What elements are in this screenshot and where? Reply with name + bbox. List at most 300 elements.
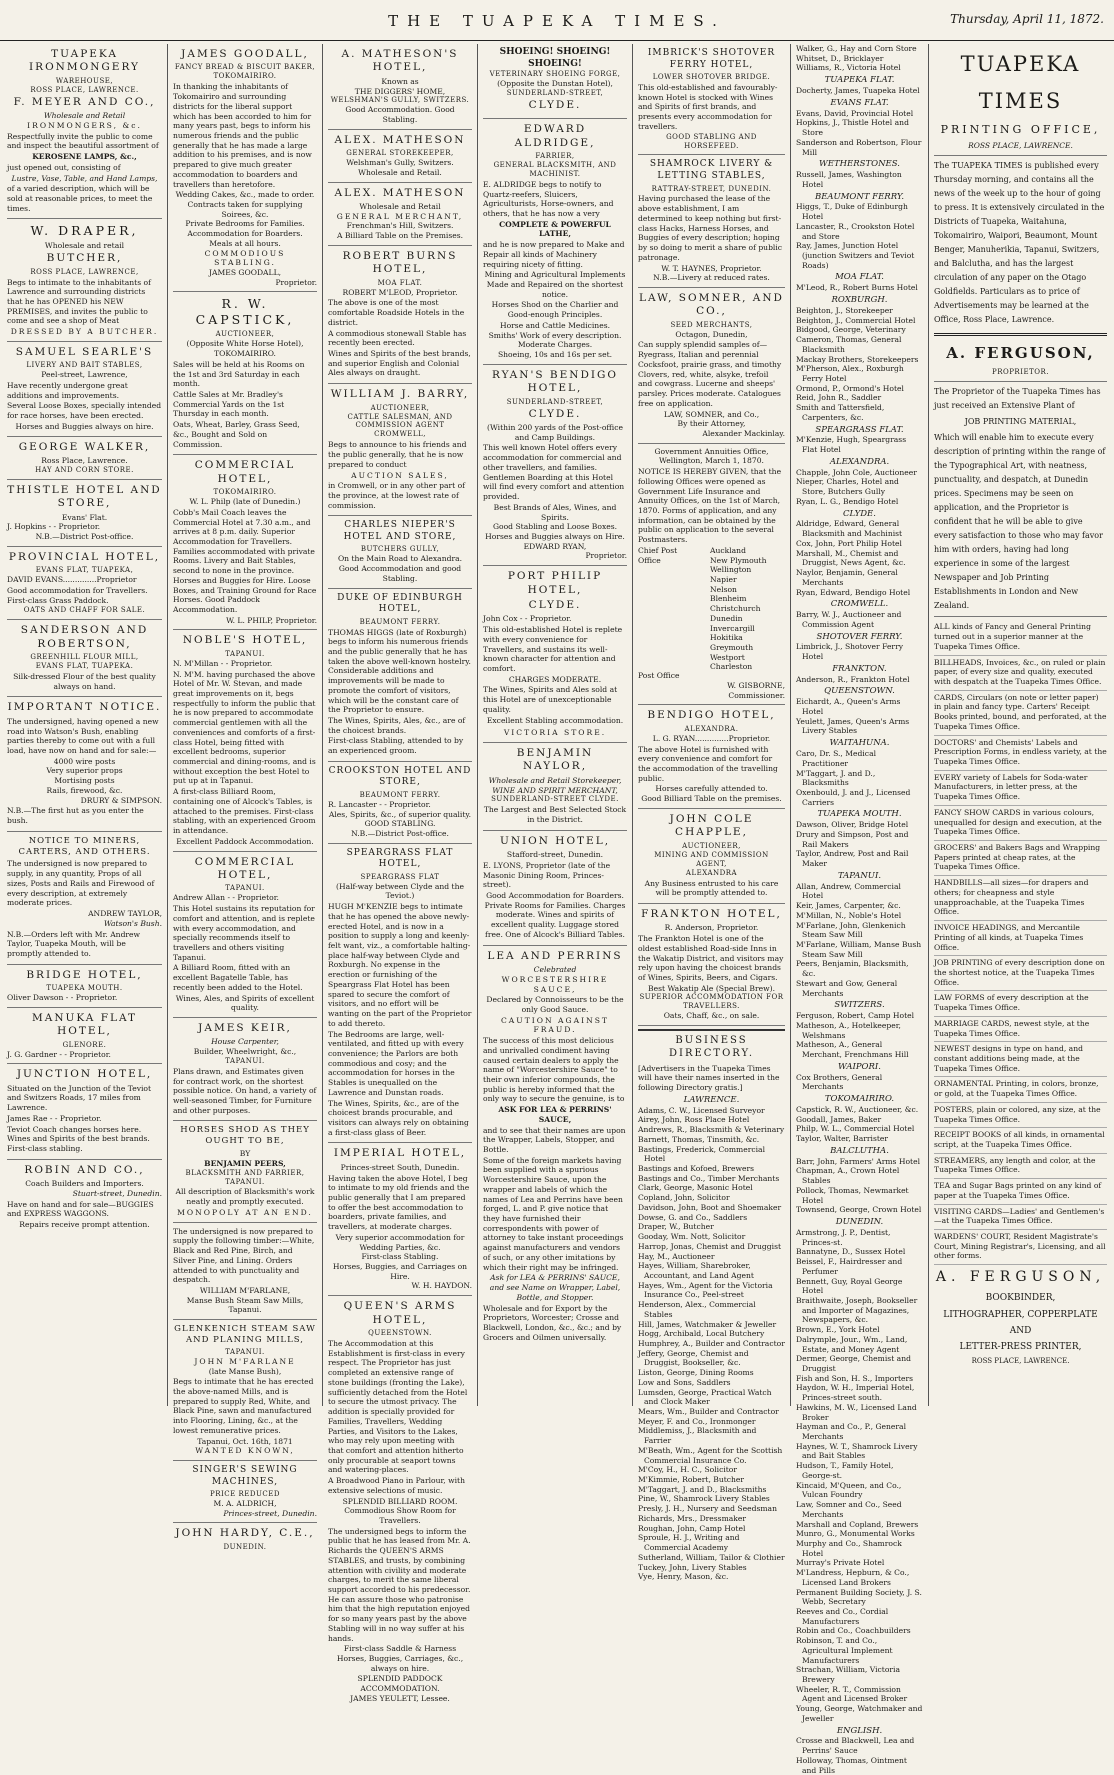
ad-robert-burns: [328, 246, 472, 384]
directory-entry: Pollock, Thomas, Newmarket Hotel: [796, 1185, 909, 1205]
directory-entry: Adams, C. W., Licensed Surveyor: [638, 1105, 765, 1115]
directory-heading: BUSINESS DIRECTORY.: [638, 1029, 785, 1063]
ad-robin: [7, 1160, 162, 1234]
ad-firm: WORCESTERSHIRE SAUCE,: [501, 974, 609, 994]
ad-place: ALEXANDRA: [685, 868, 738, 877]
ad-heading: GEORGE WALKER,: [18, 440, 151, 453]
ad-frankton: [638, 904, 785, 1026]
ad-signature: Commissioner.: [728, 690, 785, 700]
directory-entry: M'Kenzie, Hugh, Speargrass Flat Hotel: [796, 435, 907, 455]
ad-bridge-hotel: [7, 965, 162, 1008]
directory-entry: Nieper, Charles, Hotel and Store, Butchers Gully: [796, 477, 899, 497]
ad-item: Contracts taken for supplying Soirees, &c.: [187, 199, 303, 219]
ad-heading: PORT PHILIP HOTEL,: [507, 570, 603, 596]
ad-heading: MANUKA FLAT HOTEL,: [32, 1011, 137, 1038]
ad-body: The undersigned is now prepared to supply the following timber:—White, Black and Red Pine, Birch, and Silver Pine, and Lining. Orders attended to with punctuality and despatch.: [173, 1226, 315, 1285]
directory-entry: M'Taggart, J. and D., Blacksmiths: [796, 768, 876, 788]
ad-commercial-tokomairiro: [173, 455, 317, 630]
place-item: Charleston: [710, 662, 753, 672]
printing-ad: DOCTORS' and Chemists' Labels and Prescription Forms, in endless variety, at the Tuapeka Times Office.: [934, 736, 1107, 771]
ad-body: N.B.—The first hut as you enter the bush.: [7, 806, 144, 826]
ad-place: SUNDERLAND-STREET CLYDE.: [491, 795, 619, 804]
ad-body: and to see that their names are upon the Wrapper, Labels, Stopper, and Bottle.: [483, 1125, 626, 1155]
ad-place: Princes-street, Dunedin.: [223, 1508, 317, 1518]
ad-subheading: VETERINARY SHOEING FORGE,: [489, 70, 621, 79]
ad-subheading: Stafford-street, Dunedin.: [506, 850, 604, 860]
directory-entry: Townsend, George, Crown Hotel: [796, 1205, 922, 1215]
ad-place: DUNEDIN.: [223, 1542, 267, 1551]
directory-entry: Reeves and Co., Cordial Manufacturers: [796, 1606, 889, 1626]
printing-ad: GROCERS' and Bakers Bags and Wrapping Papers printed at cheap rates, at the Tuapeka Times Office.: [934, 841, 1107, 876]
printing-ad-list: [934, 620, 1107, 1265]
directory-town: QUEENSTOWN.: [824, 686, 895, 697]
directory-entry: Haydon, W. H., Imperial Hotel, Princes-street south.: [796, 1383, 915, 1403]
printing-ad: BILLHEADS, Invoices, &c., on ruled or plain paper, of every size and quality, executed with despatch at the Tuapeka Times Office.: [934, 656, 1107, 691]
ad-body: and he is now prepared to Make and Repair all kinds of Machinery requiring nicety of fitting.: [483, 240, 625, 269]
place-item: Nelson: [710, 584, 737, 594]
directory-entry: Wheeler, R. T., Commission Agent and Licensed Broker: [796, 1684, 908, 1704]
directory-entry: Permanent Building Society, J. S. Webb, Secretary: [796, 1587, 922, 1607]
directory-town: WAITAHUNA.: [829, 738, 890, 749]
directory-entry: Beighton, J., Storekeeper: [796, 305, 893, 315]
directory-entry: Mackay Brothers, Storekeepers: [796, 354, 919, 364]
ad-body: Best Wakatip Ale (Special Brew).: [648, 983, 775, 993]
ad-body: Wholesale and Retail.: [358, 167, 442, 177]
directory-entry: Sproule, H. J., Writing and Commercial Academy: [638, 1533, 740, 1553]
ad-trade: WINE AND SPIRIT MERCHANT,: [492, 785, 618, 795]
ad-closing: Wines, Ales, and Spirits of excellent quality.: [175, 993, 315, 1013]
ad-subheading: WAREHOUSE,: [55, 76, 114, 85]
ad-body: GOOD STABLING AND HORSEFEED.: [666, 132, 757, 150]
directory-entry: Lumsden, George, Practical Watch and Clock Maker: [638, 1387, 772, 1407]
ad-place: Stuart-street, Dunedin.: [72, 1188, 162, 1198]
ad-heading: RYAN'S BENDIGO HOTEL,: [491, 368, 619, 395]
ad-body: The undersigned, having opened a new road into Watson's Bush, enabling parties thereby to come out with a full load, have now on hand and for sale:—: [7, 716, 159, 755]
ad-matheson-hotel: [328, 44, 472, 130]
directory-entry: Lancaster, R., Crookston Hotel and Store: [796, 221, 915, 241]
ad-place: Octagon, Dunedin,: [675, 329, 748, 339]
ad-trade: IRONMONGERS, &c.: [27, 120, 142, 130]
ad-proprietor: J. G. Gardner - - Proprietor.: [7, 1049, 111, 1059]
ad-heading: A. MATHESON'S HOTEL,: [341, 48, 459, 74]
ad-body: Sales will be held at his Rooms on the 1st and 3rd Saturday in each month.: [173, 359, 305, 389]
ad-subheading: EVANS FLAT, TUAPEKA,: [35, 566, 134, 575]
ad-heading: PROVINCIAL HOTEL,: [8, 550, 161, 563]
ad-text: BY: [239, 1149, 251, 1159]
ad-subheading: PRICE REDUCED: [210, 1490, 280, 1499]
directory-entry: M'Pherson, Alex., Roxburgh Ferry Hotel: [796, 364, 904, 383]
ad-body: First-class Stabling.: [361, 1252, 439, 1262]
ad-body: SPLENDID BILLIARD ROOM.: [342, 1496, 458, 1506]
bindery-trade: LETTER-PRESS PRINTER,: [959, 1341, 1082, 1352]
ad-heading: ROBERT BURNS HOTEL,: [342, 249, 458, 276]
ad-date: Tapanui, Oct. 16th, 1871: [197, 1436, 293, 1446]
printing-ad: POSTERS, plain or colored, any size, at the Tuapeka Times Office.: [934, 1103, 1107, 1128]
ad-signature: DRURY & SIMPSON.: [80, 795, 162, 805]
ad-heading: NOTICE TO MINERS, CARTERS, AND OTHERS.: [18, 835, 151, 857]
directory-entry: Low and Sons, Saddlers: [638, 1377, 731, 1387]
directory-entry: Meyer, F. and Co., Ironmonger: [638, 1416, 756, 1426]
column-3: [322, 44, 477, 1703]
directory-entry: Higgs, T., Duke of Edinburgh Hotel: [796, 202, 908, 222]
ad-place: CLYDE.: [528, 407, 582, 420]
ad-trade: GENERAL MERCHANT,: [336, 211, 464, 221]
ad-subheading: LIVERY AND BAIT STABLES,: [26, 361, 143, 370]
ad-place: Evans' Flat.: [61, 512, 108, 522]
directory-entry: Cameron, Thomas, General Blacksmith: [796, 335, 902, 354]
ad-subheading: House Carpenter,: [211, 1037, 279, 1047]
directory-entry: Bannatyne, D., Sussex Hotel: [796, 1247, 906, 1257]
ad-trade: BLACKSMITH AND FARRIER,: [185, 1168, 305, 1177]
ad-heading: TUAPEKA IRONMONGERY: [29, 48, 140, 74]
place-item: Wellington: [710, 565, 752, 575]
ad-place: (Opposite White Horse Hotel), TOKOMAIRIRO.: [186, 339, 304, 359]
bindery-name: A. FERGUSON,: [935, 1269, 1106, 1286]
ad-closing: DRESSED BY A BUTCHER.: [10, 327, 159, 337]
ad-heading: CAUTION AGAINST FRAUD.: [501, 1015, 609, 1035]
ad-heading: R. W. CAPSTICK,: [195, 296, 295, 328]
ad-nobles-hotel: [173, 630, 317, 851]
ad-peers: [173, 1121, 317, 1222]
ad-body: ASK FOR LEA & PERRINS' SAUCE,: [498, 1105, 612, 1124]
ad-heading: W. DRAPER,: [30, 223, 139, 239]
directory-town: LAWRENCE.: [683, 1094, 740, 1105]
ad-draper: [7, 219, 162, 341]
directory-entry: M'Millan, N., Noble's Hotel: [796, 910, 902, 920]
printing-ad: INVOICE HEADINGS, and Mercantile Printing of all kinds, at Tuapeka Times Office.: [934, 921, 1107, 956]
directory-entry: Naylor, Benjamin, General Merchants: [796, 568, 898, 587]
ad-body: Horses carefully attended to.: [655, 784, 768, 794]
ad-body: A Broadwood Piano in Parlour, with extensive selections of music.: [328, 1476, 465, 1495]
ad-heading: JUNCTION HOTEL,: [16, 1068, 153, 1081]
directory-entry: Pine, W., Shamrock Livery Stables: [638, 1494, 770, 1504]
ad-heading: ALEX. MATHESON: [334, 133, 466, 146]
directory-town: ALEXANDRA.: [829, 456, 890, 467]
printing-ad: VISITING CARDS—Ladies' and Gentlemen's—at the Tuapeka Times Office.: [934, 1205, 1107, 1230]
directory-entry: Kincaid, M'Queen, and Co., Vulcan Foundry: [796, 1480, 902, 1500]
directory-entry: Hayes, William, Sharebroker, Accountant, and Land Agent: [638, 1261, 754, 1280]
directory-town: WETHERSTONES.: [819, 159, 900, 170]
ad-item: Rails, firewood, &c.: [46, 785, 123, 795]
directory-entry: Dermer, George, Chemist and Druggist: [796, 1354, 911, 1373]
printing-ad: MARRIAGE CARDS, newest style, at the Tuapeka Times Office.: [934, 1017, 1107, 1042]
ad-closing: Excellent Paddock Accommodation.: [176, 836, 314, 846]
directory-entry: Ryan, Edward, Bendigo Hotel: [796, 587, 911, 597]
ad-signature: ANDREW TAYLOR,: [88, 909, 162, 919]
ad-place: Watson's Bush.: [103, 918, 162, 928]
ad-proprietor: W. L. Philp (late of Dunedin.): [189, 497, 301, 507]
ad-body: Some of the foreign markets having been supplied with a spurious Worcestershire Sauce, upon the wrapper and labels of which the names of Lea and Perrins have been forged, L. and P. give notice that they have furnished their correspondents with power of attorney to take instant proceedings against manufacturers and vendors of such, or any other imitations by which their right may be infringed.: [483, 1155, 624, 1272]
directory-entry: Ryan, L. G., Bendigo Hotel: [796, 496, 899, 506]
ad-subheading: RATTRAY-STREET, DUNEDIN.: [651, 184, 772, 193]
printing-ad: JOB PRINTING of every description done on the shortest notice, at the Tuapeka Times Office.: [934, 956, 1107, 991]
ad-commercial-tapanui: [173, 852, 317, 1018]
ad-heading: ALEX. MATHESON: [334, 186, 466, 199]
agents-table: [638, 546, 785, 681]
ad-body: Cattle Sales at Mr. Bradley's Commercial Yards on the 1st Thursday in each month.: [173, 389, 285, 419]
ad-closing: MONOPOLY AT AN END.: [177, 1207, 313, 1217]
ad-closing: Repairs receive prompt attention.: [19, 1220, 150, 1230]
ad-glenkenich: [173, 1320, 317, 1461]
ad-speargrass: [328, 844, 472, 1144]
directory-entry: Middlemiss, J., Blacksmith and Farrier: [638, 1426, 757, 1446]
ad-subheading: GLENORE.: [62, 1040, 107, 1049]
ad-heading: FRANKTON HOTEL,: [641, 908, 782, 920]
ad-proprietor: DAVID EVANS..............Proprietor: [7, 575, 137, 585]
ad-body: Any Business entrusted to his care will be promptly attended to.: [644, 878, 779, 898]
ad-firm: M. A. ALDRICH,: [213, 1498, 277, 1508]
ad-crookston: [328, 762, 472, 844]
ad-signature: Proprietor.: [585, 551, 627, 561]
directory-entry: Ray, James, Junction Hotel (junction Switzers and Teviot Roads): [796, 241, 915, 270]
place-item: Auckland: [710, 545, 746, 555]
directory-entry: Jeffery, George, Chemist and Druggist, Bookseller, &c.: [638, 1348, 749, 1368]
printing-notice: Which will enable him to execute every description of printing within the range of the Typographical Art, with neatness, punctuality, and despatch, at Dunedin prices. Specimens may be seen on application, and the Proprietor is confident that he will be able to give every satisfaction to those who may favor him with orders, having had long experience in some of the largest Newspaper and Job Printing Establishments in London and New Zealand.: [934, 433, 1106, 611]
ad-body: This old-established Hotel is replete with every convenience for Travellers, and sustains its well-known character for attention and comfort.: [483, 625, 623, 673]
ad-signature: W. L. PHILP, Proprietor.: [226, 615, 317, 625]
place-item: Christchurch: [710, 604, 761, 614]
ad-heading: WILLIAM J. BARRY,: [330, 388, 470, 401]
ad-heading: SHOEING! SHOEING! SHOEING!: [499, 47, 611, 69]
printing-ad: RECEIPT BOOKS of all kinds, in ornamental script, at the Tuapeka Times Office.: [934, 1128, 1107, 1153]
ad-heading: SHAMROCK LIVERY & LETTING STABLES,: [649, 159, 774, 181]
ad-heading: SANDERSON AND ROBERTSON,: [20, 624, 149, 650]
directory-entry: Braithwaite, Joseph, Bookseller and Importer of Magazines, Newspapers, &c.: [796, 1295, 918, 1325]
ad-naylor: [483, 743, 627, 831]
directory-entry: Chapple, John Cole, Auctioneer: [796, 467, 917, 477]
ad-heading: SAMUEL SEARLE'S: [15, 345, 154, 358]
ad-body: The Wines, Spirits, Ales, &c., are of the choicest brands.: [328, 716, 466, 735]
ad-imbrick: [638, 44, 785, 155]
ad-heading: IMPERIAL HOTEL,: [333, 1147, 467, 1160]
ad-closing: N.B.—District Post-office.: [351, 829, 449, 839]
ad-signature: Proprietor.: [275, 277, 317, 287]
ad-body: Good Billiard Table on the premises.: [641, 794, 782, 804]
directory-entry: Taylor, Andrew, Post and Rail Maker: [796, 849, 909, 869]
directory-entry: Oxenbould, J. and J., Licensed Carriers: [796, 787, 911, 807]
ad-provincial: [7, 547, 162, 621]
directory-entry: Peers, Benjamin, Blacksmith, &c.: [796, 959, 909, 979]
ad-body: GOOD STABLING.: [364, 819, 436, 829]
ad-item: Very superior props: [46, 766, 123, 776]
directory-town: SWITZERS.: [834, 1000, 885, 1011]
column-1: [2, 44, 167, 1406]
directory-town: DUNEDIN.: [835, 1217, 884, 1228]
directory-entry: Davidson, John, Boot and Shoemaker: [638, 1202, 782, 1212]
directory-entry: Liston, George, Dining Rooms: [638, 1368, 754, 1378]
ad-place: TAPANUI.: [225, 1347, 265, 1356]
ad-signature: W. T. HAYNES, Proprietor.: [661, 263, 762, 273]
ad-body: Silk-dressed Flour of the best quality always on hand.: [13, 671, 156, 691]
directory-entry: Aldridge, Edward, General Blacksmith and Machinist: [796, 519, 903, 539]
ad-place: TAPANUI.: [225, 1177, 265, 1186]
directory-entry: Allan, Andrew, Commercial Hotel: [796, 881, 901, 901]
ad-body: Declared by Connoisseurs to be the only Good Sauce.: [486, 995, 624, 1014]
directory-entry: Anderson, R., Frankton Hotel: [796, 674, 910, 684]
ad-walker: [7, 437, 162, 480]
ad-heading: SPEARGRASS FLAT HOTEL,: [346, 847, 454, 870]
directory-entry: Armstrong, J. P., Dentist, Princes-st.: [796, 1227, 891, 1247]
ad-closing: VICTORIA STORE.: [503, 728, 607, 738]
ad-signature: Alexander Mackinlay.: [702, 428, 785, 438]
office-label: Post Office: [638, 671, 680, 681]
ad-body: (Within 200 yards of the Post-office and Camp Buildings.: [487, 423, 623, 442]
directory-entry: Bastings, Frederick, Commercial Hotel: [638, 1144, 765, 1164]
ad-body: The Wines, Spirits, &c., are of the choicest brands procurable, and visitors can always rely on obtaining a first-class glass of Beer.: [328, 1098, 469, 1137]
printing-ad: HANDBILLS—all sizes—for drapers and others; for cheapness and style unapproachable, at the Tuapeka Times Office.: [934, 876, 1107, 921]
office-label: Chief Post Office: [638, 545, 678, 565]
ad-trade: FARRIER,: [535, 151, 575, 160]
ad-body: just opened out, consisting of: [7, 162, 121, 172]
directory-entry: Draper, W., Butcher: [638, 1222, 714, 1232]
ad-item: Accommodation for Boarders.: [187, 229, 303, 239]
ad-place: Welshman's Gully, Switzers.: [346, 158, 454, 168]
directory-entry: Stewart and Gow, General Merchants: [796, 978, 898, 998]
ad-mfarlane: [173, 1223, 317, 1320]
directory-entry: Eichardt, A., Queen's Arms Hotel: [796, 697, 901, 717]
printing-office-place: ROSS PLACE, LAWRENCE.: [968, 140, 1073, 150]
ad-body: Teviot Coach changes horses here. Wines and Spirits of the best brands. First-class stabling.: [7, 1124, 150, 1154]
ad-heading: QUEEN'S ARMS HOTEL,: [343, 1300, 457, 1326]
ad-subheading: (late Manse Bush),: [208, 1366, 282, 1376]
ad-place: CLYDE.: [528, 598, 582, 611]
ad-body: COMPLETE & POWERFUL LATHE,: [499, 219, 611, 239]
directory-entry: Docherty, James, Tuapeka Hotel: [796, 86, 920, 96]
directory-town: ENGLISH.: [836, 1725, 883, 1736]
ad-body: Horse and Cattle Medicines.: [499, 320, 611, 330]
ad-body: The undersigned is now prepared to supply, in any quantity, Props of all sizes, Posts and Rails and Firewood of every description, at extremely moderate prices.: [7, 859, 155, 908]
ad-aldridge: [483, 119, 627, 365]
ad-body: HUGH M'KENZIE begs to intimate that he has opened the above newly-erected Hotel, and is now in a position to supply a long and keenly-felt want, viz., a comfortable halting-place half-way between Clyde and Roxburgh. No expense in the erection or furnishing of the Speargrass Flat Hotel has been spared to secure the comfort of visitors, and no effort will be wanting on the part of the Proprietor to add thereto.: [328, 902, 472, 1028]
ad-matheson-store: [328, 130, 472, 183]
ad-trade: Builder, Wheelwright, &c.,: [193, 1047, 297, 1057]
directory-town: CLYDE.: [843, 508, 876, 519]
ad-trade: Wholesale and retail: [44, 241, 125, 251]
printing-ad: WARDENS' COURT, Resident Magistrate's Court, Mining Registrar's, Licensing, and all other forms.: [934, 1230, 1107, 1265]
directory-entry: Hayes, Wm., Agent for the Victoria Insurance Co., Peel-street: [638, 1280, 773, 1300]
ad-closing: WANTED KNOWN,: [195, 1446, 295, 1456]
place-item: Westport: [710, 652, 745, 662]
directory-entry: Caro, Dr. S., Medical Practitioner: [796, 749, 877, 768]
directory-entry: M'Kimmie, Robert, Butcher: [638, 1475, 745, 1485]
ad-body: The success of this most delicious and unrivalled condiment having caused certain dealers to apply the name of "Worcestershire Sauce" to their own inferior compounds, the public is hereby informed that the only way to secure the genuine, is to: [483, 1036, 625, 1104]
ad-body: SUPERIOR ACCOMMODATION FOR TRAVELLERS.: [639, 993, 784, 1011]
directory-town: CROMWELL.: [830, 599, 889, 610]
directory-entry: Murphy and Co., Shamrock Hotel: [796, 1538, 902, 1558]
ad-subheading: MOA FLAT.: [377, 278, 423, 287]
ad-signature: WILLIAM M'FARLANE,: [199, 1285, 291, 1295]
directory-entry: Capstick, R. W., Auctioneer, &c.: [796, 1105, 919, 1114]
ad-body: Good Accommodation. Good Stabling.: [345, 105, 455, 124]
ad-body: Plans drawn, and Estimates given for contract work, on the shortest possible notice. On hand, a variety of well-seasoned Timber, for Furniture and other purposes.: [173, 1066, 317, 1115]
directory-entry: Matheson, A., Hotelkeeper, Welshmans: [796, 1020, 901, 1040]
printing-ad: LAW FORMS of every description at the Tuapeka Times Office.: [934, 991, 1107, 1016]
ad-body: A first-class Billiard Room, containing one of Alcock's Tables, is attached to the premises. First-class stabling, with an experienced Groom in attendance.: [173, 787, 316, 836]
directory-sections: [796, 75, 923, 1775]
printing-office-subtitle: PRINTING OFFICE,: [940, 122, 1101, 136]
printing-ad: ALL kinds of Fancy and General Printing turned out in a superior manner at the Tuapeka Times Office.: [934, 620, 1107, 655]
ad-body: A commodious stonewall Stable has recently been erected.: [328, 328, 467, 348]
masthead: [0, 0, 1114, 41]
ad-heading: BRIDGE HOTEL,: [26, 968, 143, 981]
ad-body: in Cromwell, or in any other part of the province, at the lowest rate of commission.: [328, 481, 466, 510]
ad-queens-arms: [328, 1296, 472, 1707]
ad-place: Ross Place, Lawrence.: [41, 455, 128, 465]
ad-place: Frenchman's Hill, Switzers.: [346, 221, 454, 231]
ad-closing: Horses and Buggies always on hire.: [15, 421, 154, 431]
ad-place: Manse Bush Steam Saw Mills, Tapanui.: [186, 1295, 304, 1315]
ad-body: Have recently undergone great additions and improvements.: [7, 380, 128, 400]
directory-entry: Tuckey, John, Livery Stables: [638, 1562, 747, 1572]
ad-body: First-class Stabling, attended to by an experienced groom.: [328, 736, 464, 756]
ad-place: SUNDERLAND-STREET,: [506, 397, 604, 406]
ad-body: Mining and Agricultural Implements Made and Repaired on the shortest notice.: [484, 270, 626, 299]
ad-firm: JOHN M'FARLANE: [194, 1356, 296, 1366]
ad-proprietor: N. M'Millan - - Proprietor.: [173, 658, 273, 668]
directory-entry: M'Landress, Hepburn, & Co., Licensed Land Brokers: [796, 1568, 910, 1587]
ad-proprietor: Oliver Dawson - - Proprietor.: [7, 993, 118, 1003]
directory-entry: Humphrey, A., Builder and Contractor: [638, 1338, 785, 1348]
directory-entry: Yeulett, James, Queen's Arms Livery Stables: [796, 716, 910, 736]
directory-entry: Bastings and Kofoed, Brewers: [638, 1164, 755, 1174]
printing-office-body: The TUAPEKA TIMES is published every Thursday morning, and contains all the news of the week up to the hour of going to press. It is extensively circulated in the Districts of Tuapeka, Waitahuna, Tokomairiro, Waipori, Beaumont, Mount Benger, Manuherikia, Tapanui, Switzers, and Balclutha, and has the largest circulation of any paper on the Otago Goldfields. Particulars as to price of Advertisements may be learned at the Office, Ross Place, Lawrence.: [934, 160, 1105, 324]
ad-subheading: Wholesale and Retail Storekeeper,: [488, 775, 622, 785]
printing-office-title: TUAPEKA TIMES: [960, 52, 1081, 113]
directory-entries: [796, 44, 923, 73]
ad-body: Begs to intimate that he has erected the above-named Mills, and is prepared to supply Red, White, and Black Pine, sawn and manufactured into Flooring, Lining, &c., at the lowest remunerative prices.: [173, 1377, 314, 1435]
ad-port-philip: [483, 566, 627, 743]
ad-body: The Wines, Spirits and Ales sold at this Hotel are of unexceptionable quality.: [483, 685, 618, 714]
ad-body: The Bedrooms are large, well-ventilated, and fitted up with every convenience; the Parlors are both commodious and cosy; and the accommodation for horses in the Stables is unequalled on the Lawrence and Dunstan roads.: [328, 1029, 464, 1097]
ad-imperial: [328, 1143, 472, 1296]
ad-body: Commodious Show Room for Travellers.: [344, 1506, 456, 1525]
ad-subheading: GENERAL STOREKEEPER,: [346, 149, 454, 158]
directory-entry: Young, George, Watchmaker and Jeweller: [796, 1704, 923, 1723]
ad-proprietor: J. Hopkins - - Proprietor.: [7, 522, 101, 532]
directory-entry: Robinson, T. and Co., Agricultural Implement Manufacturers: [796, 1636, 893, 1665]
ad-signature: W. H. HAYDON.: [411, 1281, 472, 1291]
directory-entry: Andrews, R., Blacksmith & Veterinary: [638, 1125, 785, 1135]
directory-entry: Williams, R., Victoria Hotel: [796, 63, 901, 73]
ad-body: SPLENDID PADDOCK ACCOMMODATION.: [357, 1674, 443, 1694]
divider: [934, 155, 1107, 156]
ad-body: The Largest and Best Selected Stock in the District.: [483, 805, 627, 825]
ad-place: ALEXANDRA.: [684, 724, 739, 733]
ad-body: Best Brands of Ales, Wines, and Spirits.: [493, 502, 617, 522]
ad-lea-perrins: [483, 946, 627, 1348]
ad-heading: GLENKENICH STEAM SAW AND PLANING MILLS,: [174, 1324, 316, 1345]
ad-trade: BUTCHER,: [46, 252, 123, 265]
ad-bendigo-alexandra: [638, 705, 785, 808]
ad-proprietor: James Rae - - Proprietor.: [7, 1113, 102, 1123]
directory-entry: Barnett, Thomas, Tinsmith, &c.: [638, 1134, 760, 1144]
ad-place: (Half-way between Clyde and the Teviot.): [335, 881, 464, 901]
ad-trade: GENERAL BLACKSMITH, AND MACHINIST.: [493, 160, 617, 178]
directory-entry: Mears, Wm., Builder and Contractor: [638, 1407, 779, 1416]
directory-entry: Ferguson, Robert, Camp Hotel: [796, 1011, 915, 1021]
ad-body: Oats, Chaff, &c., on sale.: [663, 1011, 760, 1021]
directory-town: SPEARGRASS FLAT.: [815, 424, 904, 435]
ad-body: The Accommodation at this Establishment is first-class in every respect. The Proprietor has just completed an extensive range of stone buildings (fronting the Lake), sufficiently detached from the Hotel to secure the utmost privacy. The addition is specially provided for Families, Travellers, Wedding Parties, and Visitors to the Lakes, who may rely upon meeting with that comfort and attention hitherto only procurable at seaport towns and watering-places.: [328, 1339, 468, 1475]
ad-trade: MINING AND COMMISSION AGENT,: [654, 850, 769, 868]
ad-body: The above is one of the most comfortable Roadside Hotels in the district.: [328, 298, 465, 327]
proprietor-name: A. FERGUSON,: [934, 333, 1107, 366]
ad-ironmongery: [7, 44, 162, 219]
directory-entry: Matheson, A., General Merchant, Frenchmans Hill: [796, 1040, 909, 1060]
ad-body: CHARGES MODERATE.: [508, 674, 602, 684]
ad-subheading: Celebrated: [533, 965, 577, 975]
ad-body: The Frankton Hotel is one of the oldest established Road-side Inns in the Wakatip District, and visitors may rely upon having the choicest brands of Wines, Spirits, Beers, and Cigars.: [638, 934, 784, 983]
